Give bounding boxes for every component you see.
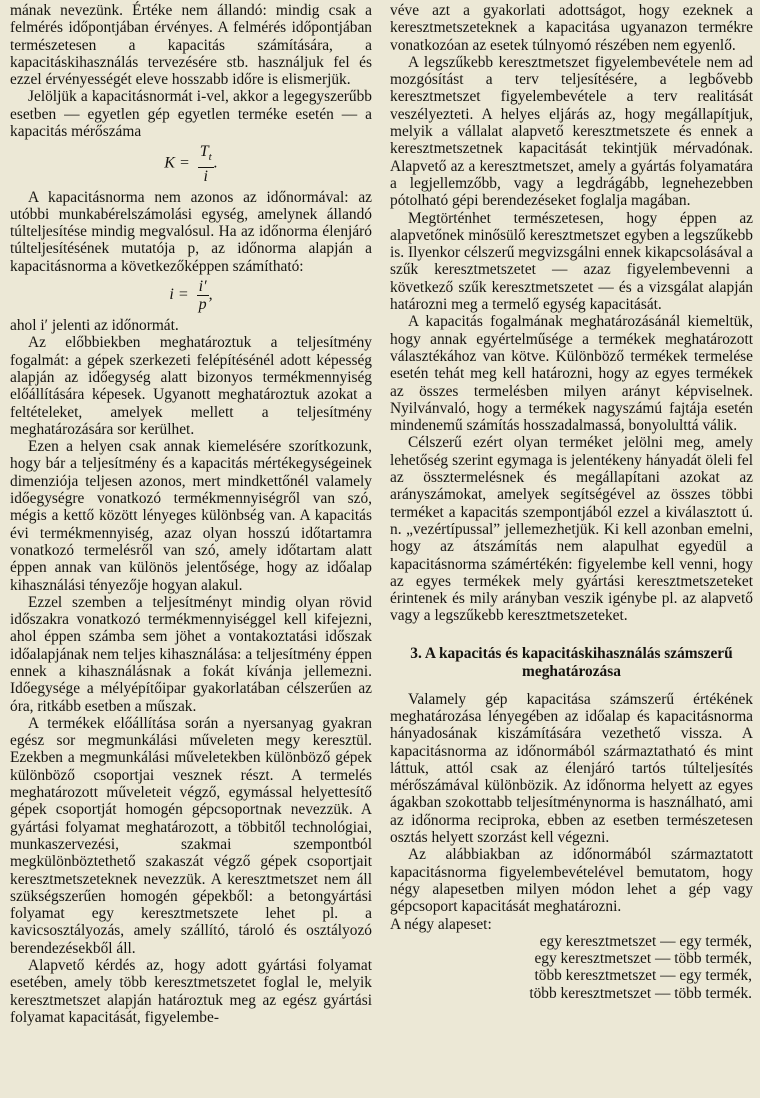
paragraph: Ezen a helyen csak annak kiemelésére szorítkozunk, hogy bár a teljesítmény és a kapacitás mértékegységeinek dimenziója teljesen azonos, mert mindkettőnél valamely időegységre vonatkozó termékmennyiségről van szó, mégis a kettő között lényeges különbség van. A kapacitás évi termékmennyiség, azaz olyan hosszú időtartamra vonatkozó termelésről van szó, amely időtartam alatt éppen annak van különös jelentősége, hogy az időalap kihasználási tényezője hogyan alakul. — [10, 438, 372, 594]
paragraph: Alapvető kérdés az, hogy adott gyártási folyamat esetében, amely több keresztmetszetet foglal le, melyik keresztmetszet alapján határoztuk meg az egész gyártási folyamat kapacitását, figyelembe- — [10, 957, 372, 1026]
formula-norm — [10, 278, 372, 313]
fraction-numerator — [198, 143, 214, 167]
formula-lhs: i = — [169, 286, 189, 304]
fraction — [198, 143, 214, 184]
paragraph: A termékek előállítása során a nyersanyag gyakran egész sor megmunkálási műveleten megy keresztül. Ezekben a megmunkálási műveletekben különböző gépek különböző csoportjai vesznek részt. A termelés meghatározott műveleteit végző, egymással helyettesítő gépek csoportját homogén gépcsoportnak nevezzük. A gyártási folyamat meghatározott, a többitől technológiai, munkaszervezési, szakmai szempontból megkülönböztethető szakaszát végző gépek csoportjait keresztmetszeteknek nevezzük. A keresztmetszet nem áll szükségszerűen homogén gépekből: a betongyártási folyamat egy keresztmetszete lehet pl. a kavicsosztályozás, amely szállító, tároló és osztályozó berendezésekből áll. — [10, 714, 372, 957]
case-item: több keresztmetszet — egy termék, — [534, 967, 752, 985]
paragraph: Célszerű ezért olyan terméket jelölni meg, amely lehetőség szerint egymaga is jelentékeny hányadát öleli fel az össztermelésnek és megállapítani azokat az arányszámokat, amelyek segítségével az összes többi terméket a kapacitás szempontjából ezzel a kiválasztott ú. n. „vezértípussal” jellemezhetjük. Ki kell azonban emelni, hogy az átszámítás nem alapulhat egyedül a kapacitásnorma számértékén: figyelembe kell venni, hogy az egyes termékek mely gyártási keresztmetszeteket érintenek és mily arányban veszik igénybe pl. az alapvető vagy a legszűkebb keresztmetszeteket. — [390, 434, 753, 625]
numerator-subscript: t — [208, 151, 212, 164]
formula-lhs: K = — [164, 154, 190, 172]
formula-tail: . — [213, 154, 218, 172]
paragraph: A legszűkebb keresztmetszet figyelembevétele nem ad mozgósítást a terv teljesítésére, a legbővebb keresztmetszet figyelembevétele a terv realitását veszélyezteti. A helyes eljárás az, hogy megállapítjuk, melyik a vállalat alapvető keresztmetszete és ennek a keresztmetszetnek kapacitását tekintjük mérvadónak. Alapvető az a keresztmetszet, amely a gyártás folyamatára a legjellemzőbb, vagy a legdrágább, legnehezebben pótolható gépi berendezéseket foglalja magában. — [390, 53, 753, 210]
case-list — [482, 933, 753, 1002]
paragraph: ahol i′ jelenti az időnormát. — [10, 317, 179, 335]
paragraph: A négy alapeset: — [390, 915, 492, 933]
case-item: több keresztmetszet — több termék. — [529, 984, 752, 1002]
fraction-denominator: p — [198, 296, 207, 314]
right-column — [390, 2, 753, 1002]
paragraph: Az alábbiakban az időnormából származtatott kapacitásnorma figyelembevételével bemutatom, hogy négy alapesetben milyen módon lehet a gép vagy gépcsoport kapacitását meghatározni. — [390, 846, 753, 916]
paragraph: Az előbbiekben meghatároztuk a teljesítmény fogalmát: a gépek szerkezeti felépítésénél adott képesség alapján az időegység alatt bizonyos termékmennyiség előállítására képesek. Ugyanott meghatároztuk azokat a feltételeket, amelyek mellett a teljesítmény meghatározására sor kerülhet. — [10, 334, 372, 438]
left-column — [10, 2, 372, 1026]
paragraph: Valamely gép kapacitása számszerű értékének meghatározása lényegében az időalap és kapacitásnorma hányadosának kiszámítására vezethető vissza. A kapacitásnorma az időnormából származtatható és mint láttuk, attól csak az élenjáró tartós túlteljesítés mérőszámával különbözik. Az időnorma helyett az egyes ágakban szokottabb teljesítménynorma is használható, ami az időnorma reciproka, ebben az esetben természetesen osztás helyett szorzást kell végezni. — [390, 690, 753, 847]
fraction-denominator: i — [203, 167, 208, 185]
section-heading: 3. A kapacitás és kapacitáskihasználás számszerű meghatározása — [410, 644, 733, 680]
case-item: egy keresztmetszet — egy termék, — [539, 932, 752, 950]
paragraph: Ezzel szemben a teljesítményt mindig olyan rövid időszakra vonatkozó termékmennyiséggel kell kifejezni, ahol éppen számba sem jöhet a vontakoztatási időszak időalapjának nem teljes kihasználása: a teljesítmény éppen ennek a kihasználásnak a fokát kívánja jellemezni. Időegysége a mélyépítőipar gyakorlatában célszerűen az óra, ritkább esetben a műszak. — [10, 593, 372, 715]
paragraph: A kapacitás fogalmának meghatározásánál kiemeltük, hogy annak egyértelműsége a termékek meghatározott választékához van kötve. Különböző termékek termelése esetén tehát meg kell határozni, hogy az egyes termékek az összes termelésben milyen arányt képviselnek. Nyilvánvaló, hogy a termékek nagyszámú fajtája esetén mindenemű számítás hosszadalmassá, bonyolulttá válik. — [390, 313, 753, 435]
fraction — [197, 278, 209, 313]
case-item: egy keresztmetszet — több termék, — [534, 950, 752, 968]
formula-tail: , — [208, 286, 213, 304]
paragraph: Megtörténhet természetesen, hogy éppen az alapvetőnek minősülő keresztmetszet egyben a legszűkebb is. Ilyenkor célszerű megvizsgálni ennek kikapcsolásával a szűk keresztmetszetet — azaz figyelembevenni a következő szűk keresztmetszetet — és a vizsgálat alapján határozni meg a termelő egység kapacitását. — [390, 209, 753, 314]
paragraph: A kapacitásnorma nem azonos az időnormával: az utóbbi munkabérelszámolási egység, amelynek állandó túlteljesítése mindig megvalósul. Ha az időnorma élenjáró túlteljesítésének mutatója p, az időnorma alapján a kapacitásnorma a következőképpen számítható: — [10, 188, 372, 275]
fraction-numerator: i′ — [198, 278, 207, 296]
paragraph: véve azt a gyakorlati adottságot, hogy ezeknek a keresztmetszeteknek a kapacitása ugyanazon termékre vonatkozóan az esetek túlnyomó részében nem egyenlő. — [390, 2, 753, 54]
numerator-symbol: T — [199, 143, 209, 161]
formula-capacity — [10, 143, 372, 184]
paragraph: mának nevezünk. Értéke nem állandó: mindig csak a felmérés időpontjában érvényes. A felmérés időpontjában természetesen a kapacitás számítására, a kapacitáskihasználás tervezésére stb. használjuk fel és ezzel érvényességét eleve hosszabb időre is elismerjük. — [10, 2, 372, 89]
paragraph: Jelöljük a kapacitásnormát i-vel, akkor a legegyszerűbb esetben — egyetlen gép egyetlen terméke esetén — a kapacitás mérőszáma — [10, 88, 372, 141]
